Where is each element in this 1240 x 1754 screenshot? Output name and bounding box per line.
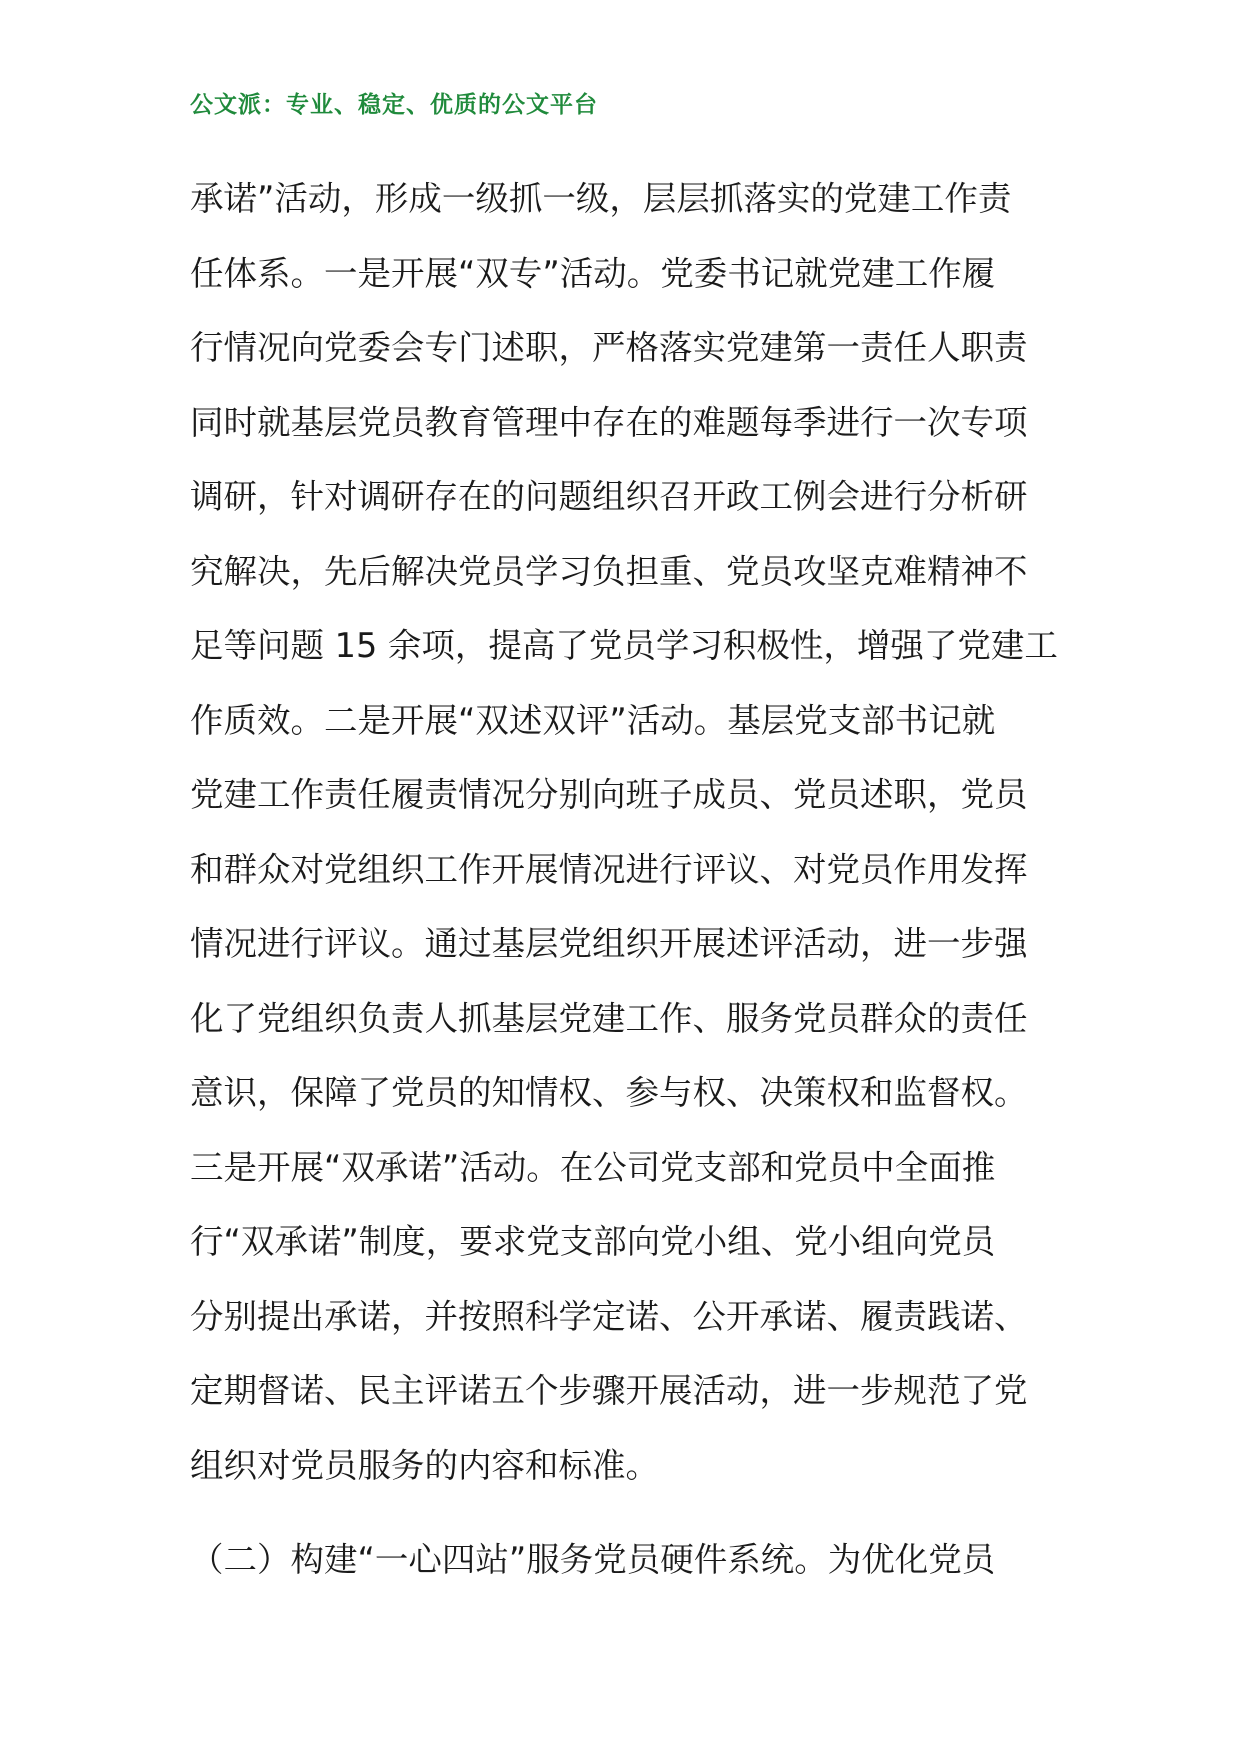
paragraph-line: 情况进行评议。通过基层党组织开展述评活动，进一步强 xyxy=(190,924,1028,963)
paragraph-line: 作质效。二是开展“双述双评”活动。基层党支部书记就 xyxy=(190,700,996,740)
paragraph-line: 党建工作责任履责情况分别向班子成员、党员述职，党员 xyxy=(190,775,1028,814)
paragraph-line: 究解决，先后解决党员学习负担重、党员攻坚克难精神不 xyxy=(190,551,1028,591)
paragraph-line: 足等问题 15 余项，提高了党员学习积极性，增强了党建工 xyxy=(190,626,1058,665)
paragraph-line: 定期督诺、民主评诺五个步骤开展活动，进一步规范了党 xyxy=(190,1371,1028,1410)
section-heading-line: （二）构建“一心四站”服务党员硬件系统。为优化党员 xyxy=(190,1540,996,1579)
header-title: 公文派：专业、稳定、优质的公文平台 xyxy=(190,92,598,118)
paragraph-line: 调研，针对调研存在的问题组织召开政工例会进行分析研 xyxy=(190,477,1028,516)
paragraph-line: 组织对党员服务的内容和标准。 xyxy=(190,1445,659,1485)
paragraph-line: 化了党组织负责人抓基层党建工作、服务党员群众的责任 xyxy=(190,998,1028,1038)
paragraph-line: 和群众对党组织工作开展情况进行评议、对党员作用发挥 xyxy=(190,849,1028,889)
paragraph-line: 行“双承诺”制度，要求党支部向党小组、党小组向党员 xyxy=(190,1222,996,1261)
paragraph-line: 意识，保障了党员的知情权、参与权、决策权和监督权。 xyxy=(190,1073,1028,1112)
paragraph-body xyxy=(190,162,1070,1503)
paragraph-line: 承诺”活动，形成一级抓一级，层层抓落实的党建工作责 xyxy=(190,179,1012,218)
paragraph-line: 同时就基层党员教育管理中存在的难题每季进行一次专项 xyxy=(190,402,1028,442)
paragraph-line: 行情况向党委会专门述职，严格落实党建第一责任人职责 xyxy=(190,328,1028,367)
paragraph-line: 分别提出承诺，并按照科学定诺、公开承诺、履责践诺、 xyxy=(190,1296,1028,1336)
paragraph-line: 任体系。一是开展“双专”活动。党委书记就党建工作履 xyxy=(190,253,996,293)
paragraph-line: 三是开展“双承诺”活动。在公司党支部和党员中全面推 xyxy=(190,1147,996,1187)
